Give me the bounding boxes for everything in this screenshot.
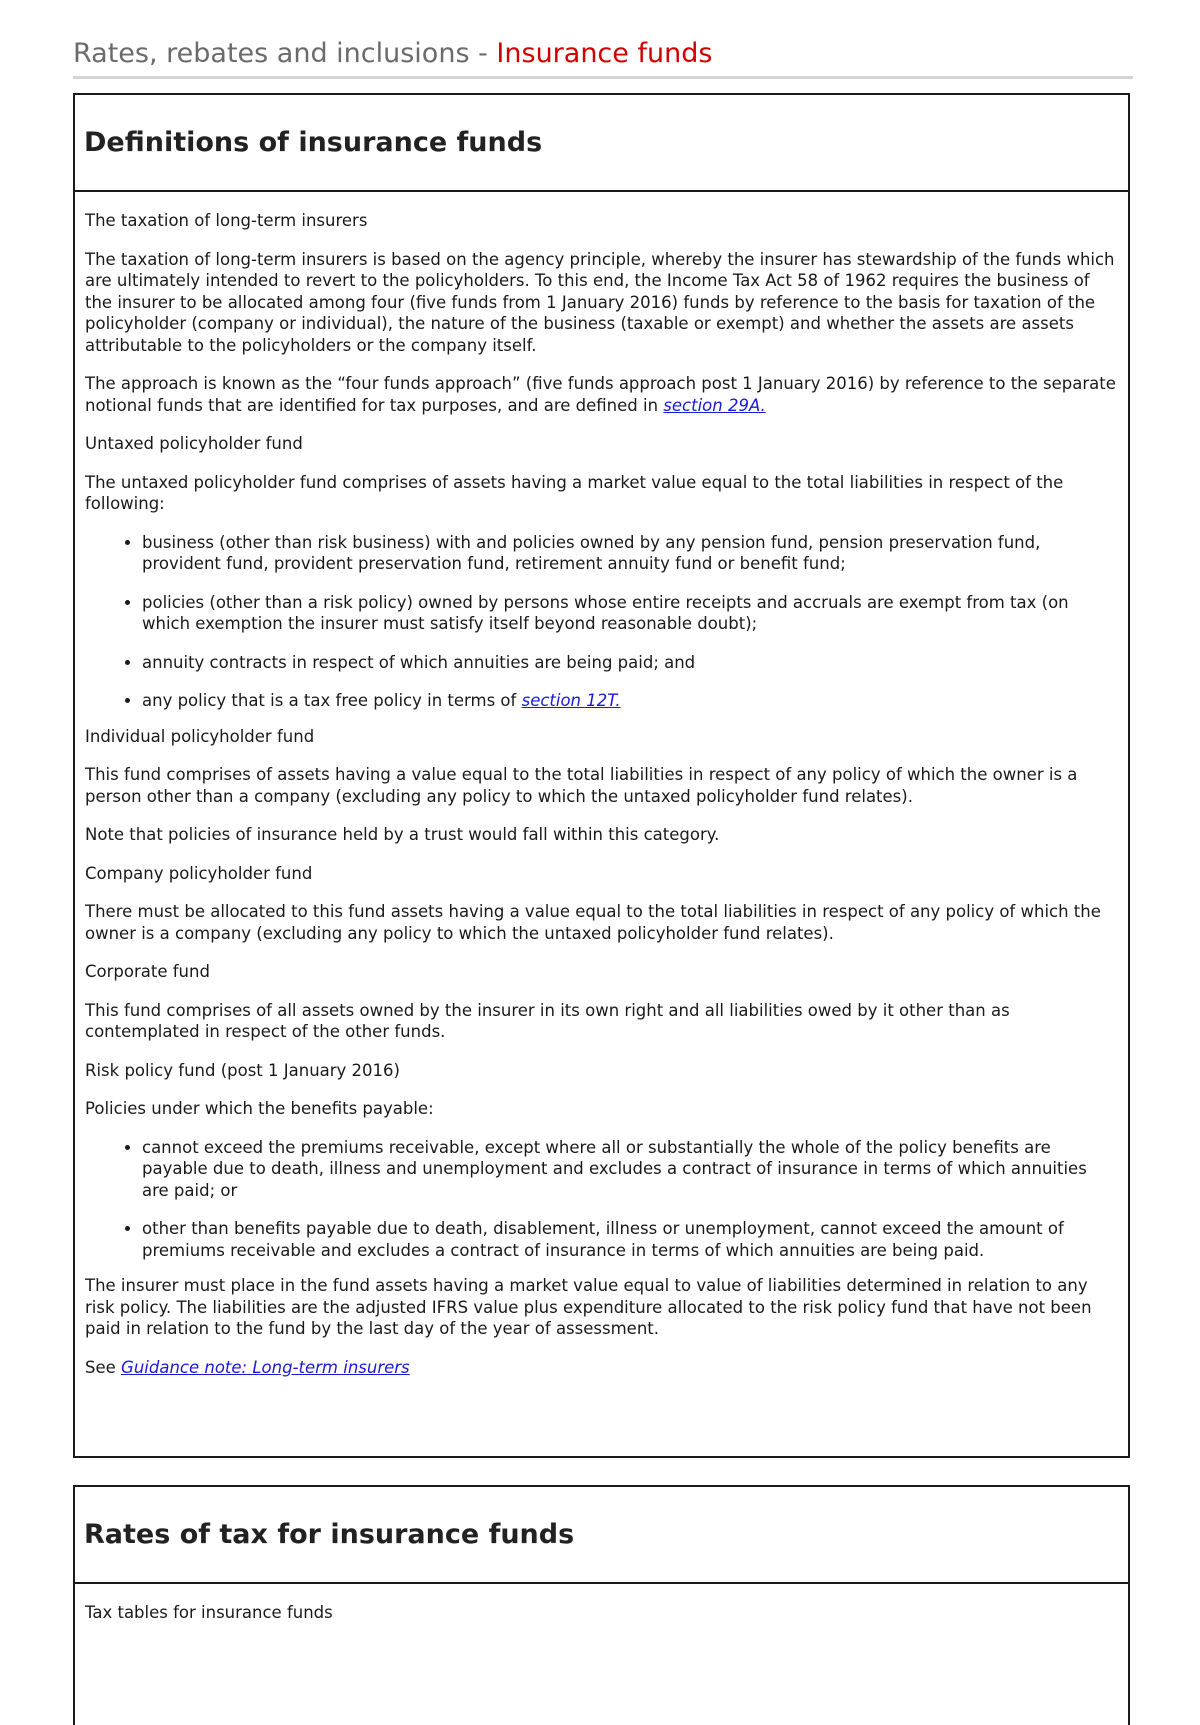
paragraph-text: See [85,1357,122,1377]
page-title [73,34,1133,79]
paragraph: The taxation of long-term insurers [85,211,368,230]
paragraph: The untaxed policyholder fund comprises of assets having a market value equal to the total liabilities in respect of the following: [85,472,1064,513]
list-item [142,690,1118,712]
paragraph: The taxation of long-term insurers is based on the agency principle, whereby the insurer has stewardship of the funds which are ultimately intended to revert to the policyholders. To this end, the Income Tax Act 58 of 1962 requires the business of the insurer to be allocated among four (five funds from 1 January 2016) funds by reference to the basis for taxation of the policyholder (company or individual), the nature of the business (taxable or exempt) and whether the assets are assets attributable to the policyholders or the company itself. [85,249,1115,355]
page-title-highlight: Insurance funds [496,38,713,69]
paragraph: There must be allocated to this fund assets having a value equal to the total liabilities in respect of any policy of which the owner is a company (excluding any policy to which the untaxed policyholder fund relates). [85,902,1101,943]
risk-policy-list [85,1137,1118,1262]
list-item: • cannot exceed the premiums receivable, except where all or substantially the whole of the policy benefits are payable due to death, illness and unemployment and excludes a contract of insurance in terms of which annuities are paid; or [142,1137,1118,1202]
subheading: Corporate fund [85,962,210,981]
page-title-prefix: Rates, rebates and inclusions - [73,38,497,69]
list-item-text: any policy that is a tax free policy in terms of [142,691,522,710]
untaxed-fund-list [85,532,1118,712]
section-12t-link[interactable]: section 12T. [521,691,621,710]
paragraph: Policies under which the benefits payable: [85,1099,434,1118]
paragraph: Tax tables for insurance funds [85,1603,333,1622]
paragraph [85,1357,1118,1379]
paragraph: The insurer must place in the fund assets having a market value equal to value of liabilities determined in relation to any risk policy. The liabilities are the adjusted IFRS value plus expenditure allocated to the risk policy fund that have not been paid in relation to the fund by the last day of the year of assessment. [85,1276,1092,1338]
section-body [75,1584,1128,1624]
subheading: Individual policyholder fund [85,726,315,746]
list-item: • business (other than risk business) with and policies owned by any pension fund, pension preservation fund, provident fund, provident preservation fund, retirement annuity fund or benefit fund; [142,532,1118,575]
section-body [75,192,1128,1378]
list-item: • annuity contracts in respect of which annuities are being paid; and [142,652,1118,674]
paragraph: This fund comprises of all assets owned by the insurer in its own right and all liabilities owed by it other than as contemplated in respect of the other funds. [85,1000,1010,1041]
section-heading: Rates of tax for insurance funds [75,1487,1128,1584]
subheading: Company policyholder fund [85,863,313,883]
list-item: • policies (other than a risk policy) owned by persons whose entire receipts and accruals are exempt from tax (on which exemption the insurer must satisfy itself beyond reasonable doubt); [142,592,1118,635]
subheading: Risk policy fund (post 1 January 2016) [85,1060,400,1080]
definitions-section [73,93,1130,1458]
section-29a-link[interactable]: section 29A. [663,395,766,415]
paragraph [85,373,1118,416]
paragraph: This fund comprises of assets having a value equal to the total liabilities in respect of any policy of which the owner is a person other than a company (excluding any policy to which the untaxed policyholder fund relates). [85,765,1078,806]
paragraph: Note that policies of insurance held by a trust would fall within this category. [85,825,720,844]
paragraph-text: The approach is known as the “four funds approach” (five funds approach post 1 January 2016) by reference to the separate notional funds that are identified for tax purposes, and are defined in [85,374,1116,415]
guidance-note-link[interactable]: Guidance note: Long-term insurers [121,1357,410,1377]
list-item: • other than benefits payable due to death, disablement, illness or unemployment, cannot exceed the amount of premiums receivable and excludes a contract of insurance in terms of which annuities are being paid. [142,1218,1118,1261]
rates-section [73,1485,1130,1725]
subheading: Untaxed policyholder fund [85,434,303,453]
section-heading: Definitions of insurance funds [75,95,1128,192]
